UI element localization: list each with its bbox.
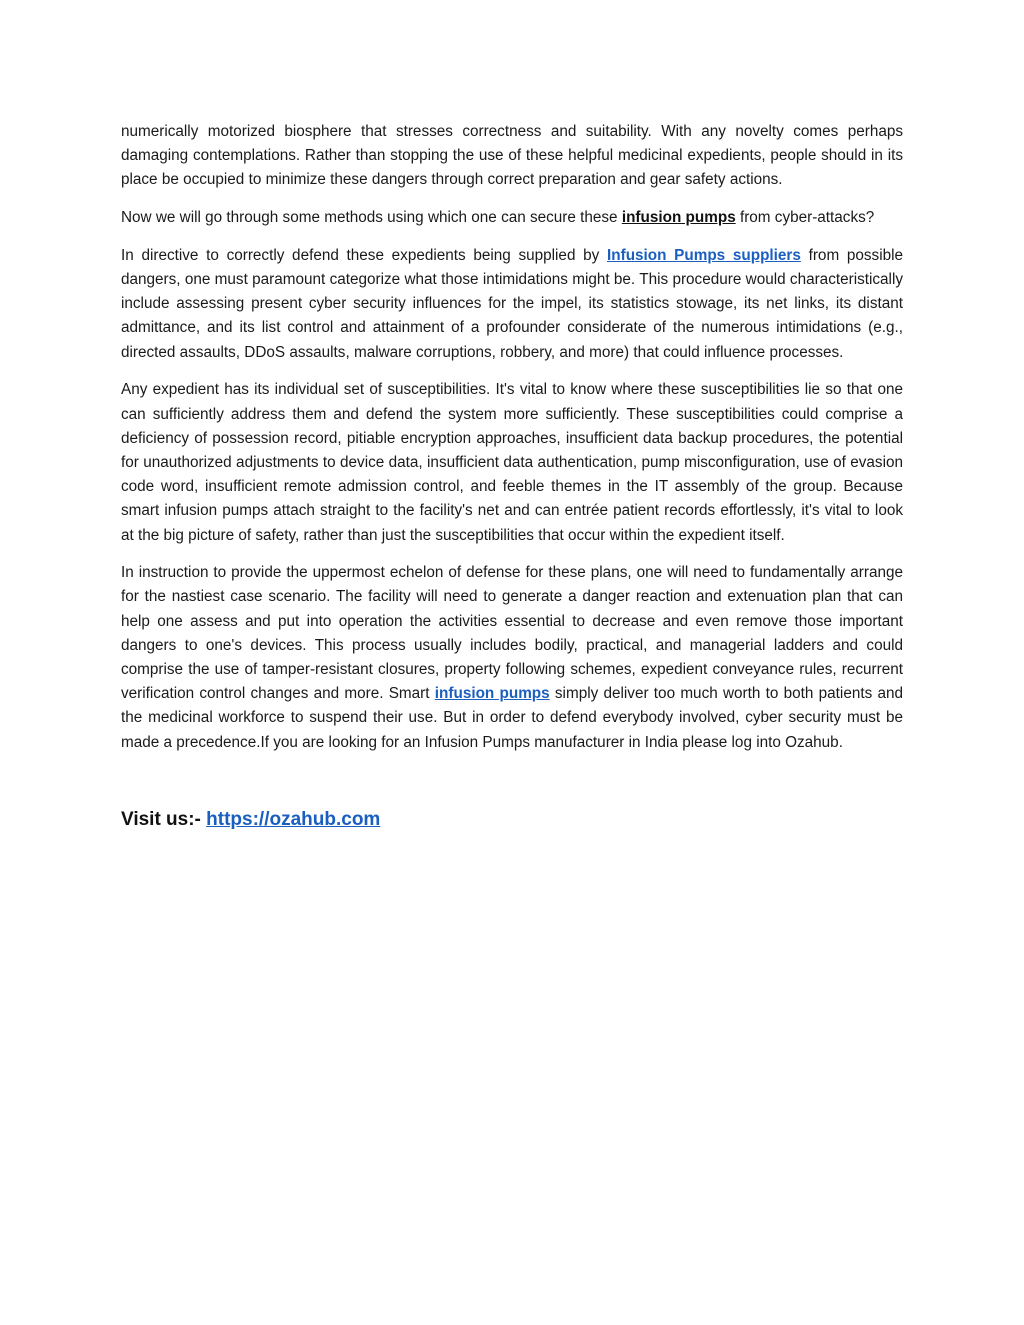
paragraph-dangers-text-before: In directive to correctly defend these expedients being supplied by bbox=[121, 246, 607, 264]
visit-us-line bbox=[121, 806, 903, 834]
paragraph-defense bbox=[121, 561, 903, 755]
visit-us-label: Visit us:- bbox=[121, 808, 207, 830]
document-page bbox=[121, 120, 903, 834]
paragraph-dangers bbox=[121, 244, 903, 365]
ozahub-website-link[interactable]: https://ozahub.com bbox=[206, 808, 381, 830]
paragraph-methods bbox=[121, 206, 903, 230]
paragraph-defense-text-before: In instruction to provide the uppermost echelon of defense for these plans, one will need to fundamentally arrange for the nastiest case scenario. The facility will need to generate a danger reaction and extenuation plan that can help one assess and put into operation the activities essential to decrease and even remove those important dangers to one's devices. This process usually includes bodily, practical, and managerial ladders and could comprise the use of tamper-resistant closures, property following schemes, expedient conveyance rules, recurrent verification control changes and more. Smart bbox=[121, 564, 903, 703]
paragraph-intro: numerically motorized biosphere that stresses correctness and suitability. With any novelty comes perhaps damaging contemplations. Rather than stopping the use of these helpful medicinal expedients, people should in its place be occupied to minimize these dangers through correct preparation and gear safety actions. bbox=[121, 123, 903, 189]
paragraph-susceptibilities: Any expedient has its individual set of susceptibilities. It's vital to know where these susceptibilities lie so that one can sufficiently address them and defend the system more sufficiently. These susceptibilities could comprise a deficiency of possession record, pitiable encryption approaches, insufficient data backup procedures, the potential for unauthorized adjustments to device data, insufficient data authentication, pump misconfiguration, use of evasion code word, insufficient remote admission control, and feeble themes in the IT assembly of the group. Because smart infusion pumps attach straight to the facility's net and can entrée patient records effortlessly, it's vital to look at the big picture of safety, rather than just the susceptibilities that occur within the expedient itself. bbox=[121, 381, 903, 544]
smart-infusion-pumps-link[interactable]: infusion pumps bbox=[434, 685, 550, 703]
infusion-pumps-suppliers-link[interactable]: Infusion Pumps suppliers bbox=[607, 246, 801, 264]
infusion-pumps-link[interactable]: infusion pumps bbox=[621, 209, 736, 227]
paragraph-defense-text-after: simply deliver too much worth to both patients and the medicinal workforce to suspend their use. But in order to defend everybody involved, cyber security must be made a precedence.If you are looking for an Infusion Pumps manufacturer in India please log into Ozahub. bbox=[121, 685, 903, 751]
paragraph-methods-text-after: from cyber-attacks? bbox=[735, 209, 875, 227]
paragraph-methods-text-before: Now we will go through some methods using which one can secure these bbox=[121, 209, 622, 227]
paragraph-dangers-text-after: from possible dangers, one must paramount categorize what those intimidations might be. This procedure would characteristically include assessing present cyber security influences for the impel, its statistics stowage, its net links, its distant admittance, and its list control and attainment of a profounder considerate of the numerous intimidations (e.g., directed assaults, DDoS assaults, malware corruptions, robbery, and more) that could influence processes. bbox=[121, 246, 904, 361]
